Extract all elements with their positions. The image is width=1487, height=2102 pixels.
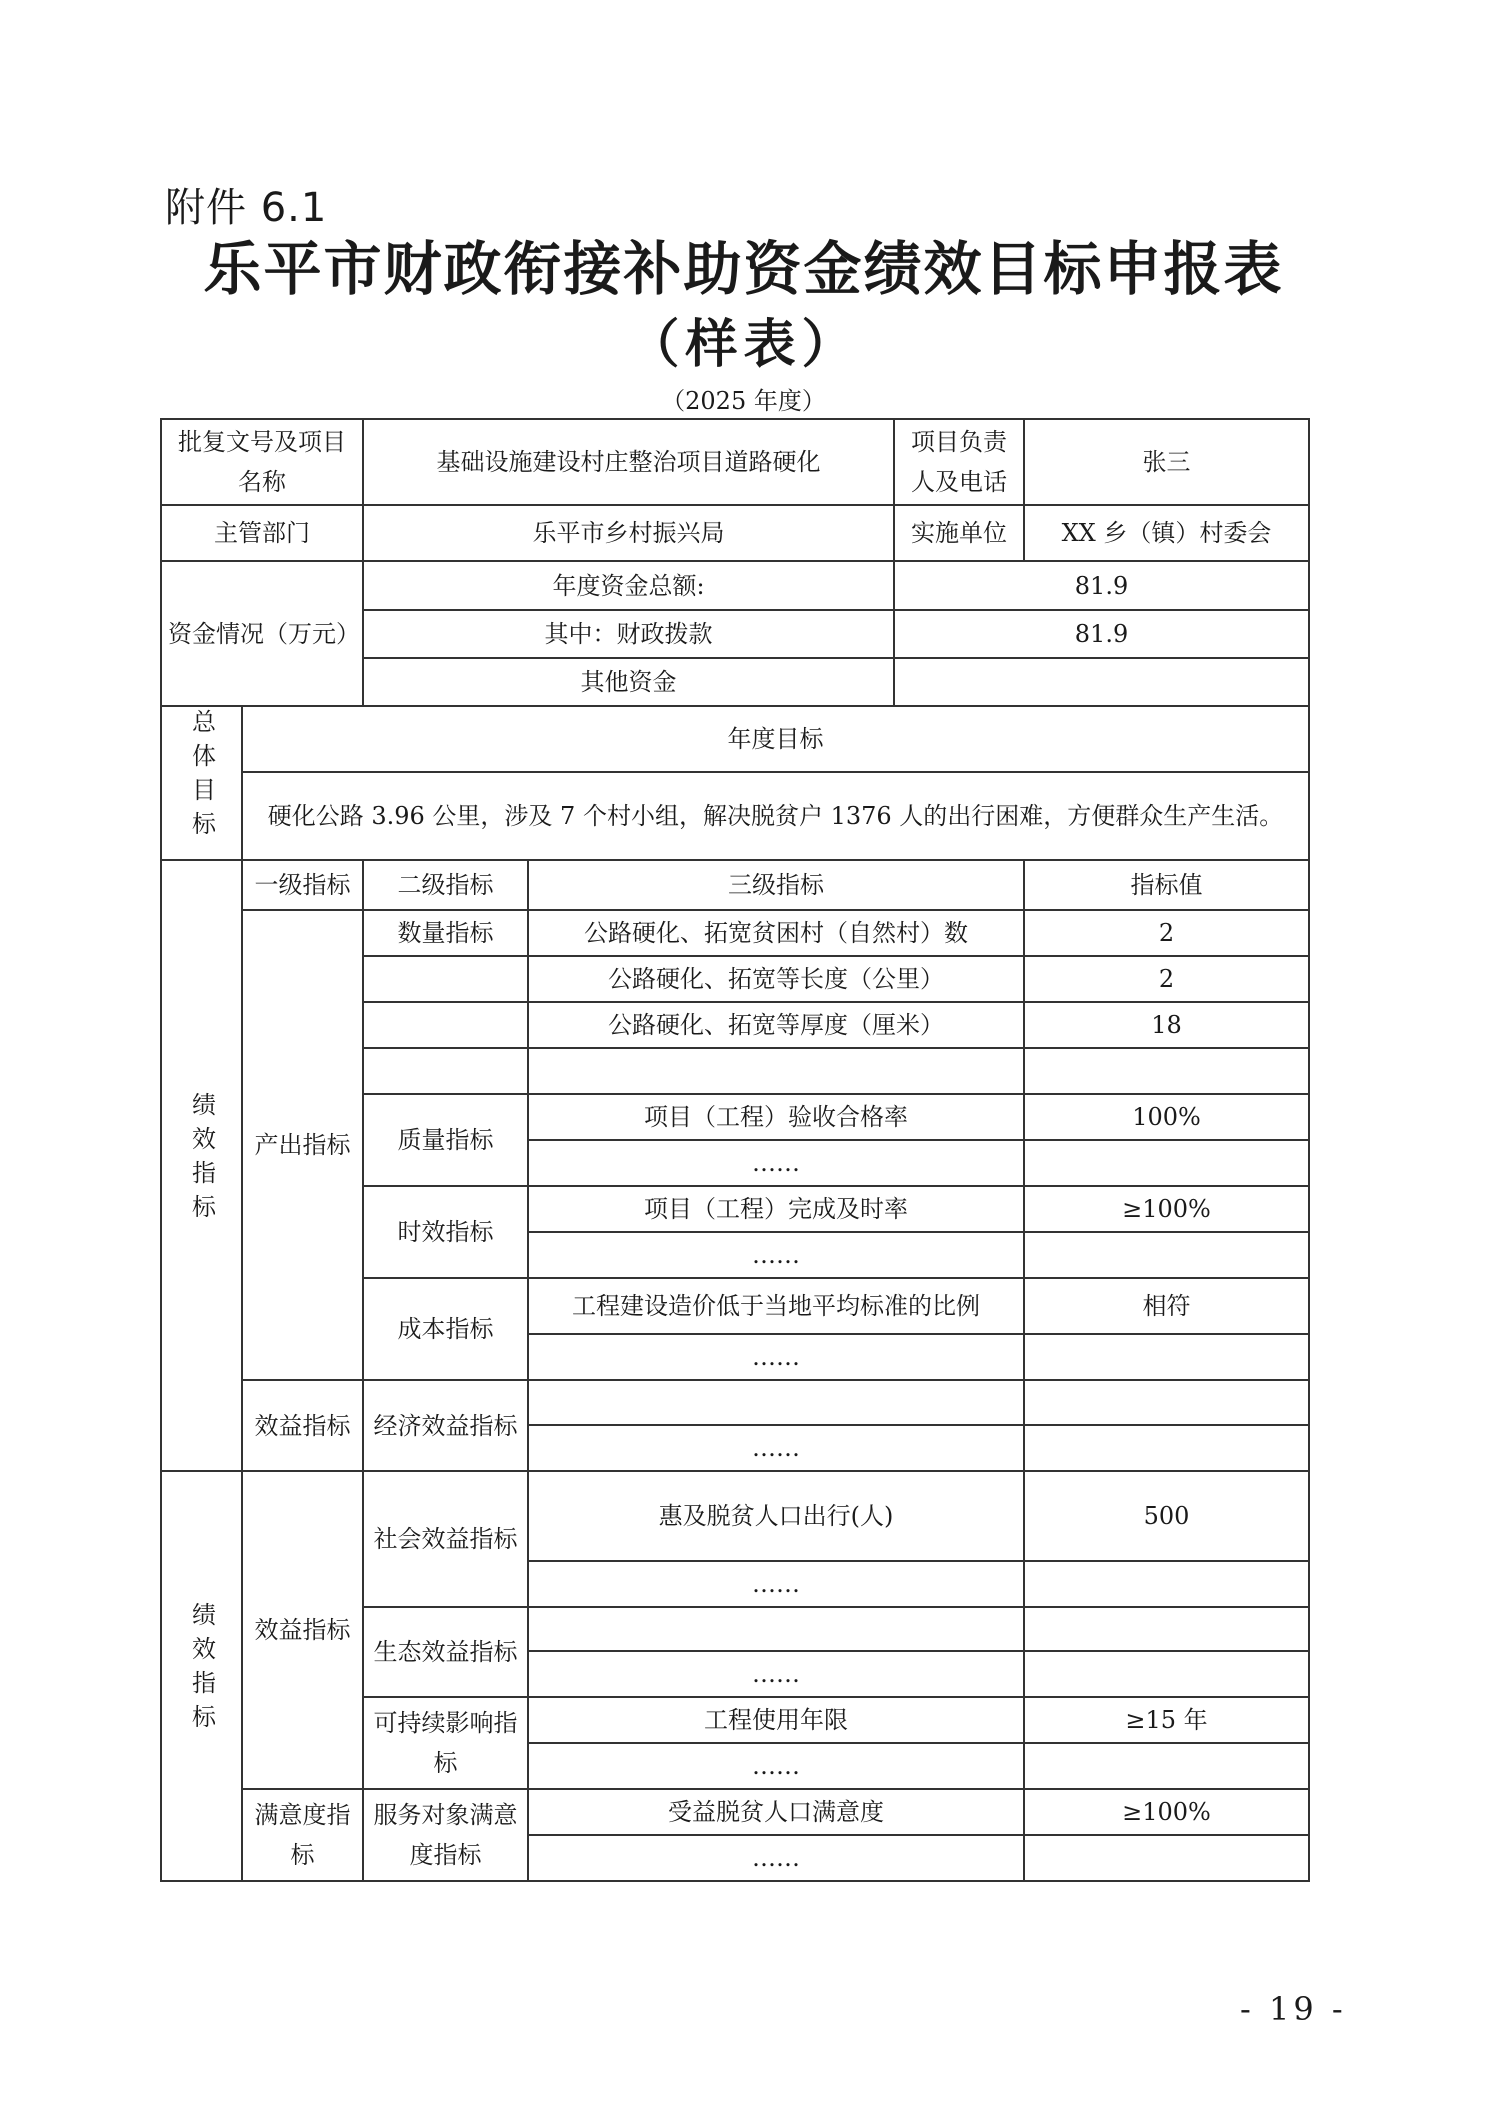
indicator-value: 18 (1024, 1002, 1309, 1048)
indicator-ellipsis: …… (528, 1140, 1024, 1186)
document-subtitle: （样表） (627, 315, 860, 375)
indicator-ellipsis: …… (528, 1425, 1024, 1471)
indicator-name: 项目（工程）验收合格率 (528, 1094, 1024, 1140)
indicator-value: ≥15 年 (1024, 1697, 1309, 1743)
empty-cell (1024, 1743, 1309, 1789)
indicator-name: 公路硬化、拓宽等厚度（厘米） (528, 1002, 1024, 1048)
fiscal-year: （2025 年度） (661, 387, 826, 415)
indicator-name: 公路硬化、拓宽贫困村（自然村）数 (528, 910, 1024, 956)
indicator-value: 2 (1024, 956, 1309, 1002)
indicator-name: 项目（工程）完成及时率 (528, 1186, 1024, 1232)
col-level2: 二级指标 (363, 860, 528, 910)
funds-other-value (894, 658, 1309, 706)
service-indicator-label: 服务对象满意度指标 (363, 1789, 528, 1881)
indicator-name: 惠及脱贫人口出行(人) (528, 1471, 1024, 1561)
quantity-indicator-label: 数量指标 (363, 910, 528, 956)
empty-cell (1024, 1651, 1309, 1697)
performance-target-table (160, 418, 1310, 1882)
indicator-ellipsis: …… (528, 1561, 1024, 1607)
indicator-ellipsis: …… (528, 1232, 1024, 1278)
funds-label: 资金情况（万元） (161, 561, 363, 706)
empty-cell (528, 1048, 1024, 1094)
indicator-name: 公路硬化、拓宽等长度（公里） (528, 956, 1024, 1002)
empty-cell (1024, 1334, 1309, 1380)
indicator-name: 工程建设造价低于当地平均标准的比例 (528, 1278, 1024, 1334)
empty-cell (1024, 1607, 1309, 1651)
sustainable-indicator-label: 可持续影响指标 (363, 1697, 528, 1789)
impl-label: 实施单位 (894, 505, 1024, 561)
empty-cell (363, 1002, 528, 1048)
funds-other-label: 其他资金 (363, 658, 894, 706)
attachment-label: 附件 6.1 (165, 185, 328, 231)
page-number: - 19 - (1240, 1990, 1347, 2028)
timeliness-indicator-label: 时效指标 (363, 1186, 528, 1278)
empty-cell (1024, 1232, 1309, 1278)
goal-text: 硬化公路 3.96 公里，涉及 7 个村小组，解决脱贫户 1376 人的出行困难，方便群众生产生活。 (242, 772, 1309, 860)
empty-cell (528, 1607, 1024, 1651)
document-title: 乐平市财政衔接补助资金绩效目标申报表 (203, 235, 1284, 303)
indicator-value: 500 (1024, 1471, 1309, 1561)
impl-value: XX 乡（镇）村委会 (1024, 505, 1309, 561)
indicator-value: 2 (1024, 910, 1309, 956)
indicator-ellipsis: …… (528, 1743, 1024, 1789)
approval-value: 基础设施建设村庄整治项目道路硬化 (363, 419, 894, 505)
empty-cell (1024, 1425, 1309, 1471)
empty-cell (1024, 1835, 1309, 1881)
funds-fiscal-value: 81.9 (894, 610, 1309, 658)
manager-value: 张三 (1024, 419, 1309, 505)
social-indicator-label: 社会效益指标 (363, 1471, 528, 1607)
goal-label: 总体目标 (161, 706, 242, 860)
empty-cell (1024, 1380, 1309, 1425)
empty-cell (363, 956, 528, 1002)
satisfaction-indicator-label: 满意度指标 (242, 1789, 363, 1881)
empty-cell (363, 1048, 528, 1094)
quality-indicator-label: 质量指标 (363, 1094, 528, 1186)
manager-label: 项目负责人及电话 (894, 419, 1024, 505)
indicator-name: 工程使用年限 (528, 1697, 1024, 1743)
funds-fiscal-label: 其中：财政拨款 (363, 610, 894, 658)
indicator-ellipsis: …… (528, 1334, 1024, 1380)
benefit-indicator-label-1: 效益指标 (242, 1380, 363, 1471)
benefit-indicator-label-2: 效益指标 (242, 1471, 363, 1789)
ecological-indicator-label: 生态效益指标 (363, 1607, 528, 1697)
col-level1: 一级指标 (242, 860, 363, 910)
indicator-name: 受益脱贫人口满意度 (528, 1789, 1024, 1835)
output-indicator-label: 产出指标 (242, 910, 363, 1380)
funds-total-value: 81.9 (894, 561, 1309, 610)
indicator-value: ≥100% (1024, 1789, 1309, 1835)
indicator-ellipsis: …… (528, 1835, 1024, 1881)
indicators-group-label-1: 绩效指标 (161, 860, 242, 1471)
empty-cell (1024, 1048, 1309, 1094)
approval-label: 批复文号及项目名称 (161, 419, 363, 505)
indicator-ellipsis: …… (528, 1651, 1024, 1697)
goal-header: 年度目标 (242, 706, 1309, 772)
col-value: 指标值 (1024, 860, 1309, 910)
empty-cell (1024, 1140, 1309, 1186)
indicator-value: ≥100% (1024, 1186, 1309, 1232)
economic-indicator-label: 经济效益指标 (363, 1380, 528, 1471)
indicator-value: 100% (1024, 1094, 1309, 1140)
empty-cell (1024, 1561, 1309, 1607)
dept-label: 主管部门 (161, 505, 363, 561)
funds-total-label: 年度资金总额: (363, 561, 894, 610)
indicator-value: 相符 (1024, 1278, 1309, 1334)
dept-value: 乐平市乡村振兴局 (363, 505, 894, 561)
indicators-group-label-2: 绩效指标 (161, 1471, 242, 1881)
empty-cell (528, 1380, 1024, 1425)
col-level3: 三级指标 (528, 860, 1024, 910)
cost-indicator-label: 成本指标 (363, 1278, 528, 1380)
